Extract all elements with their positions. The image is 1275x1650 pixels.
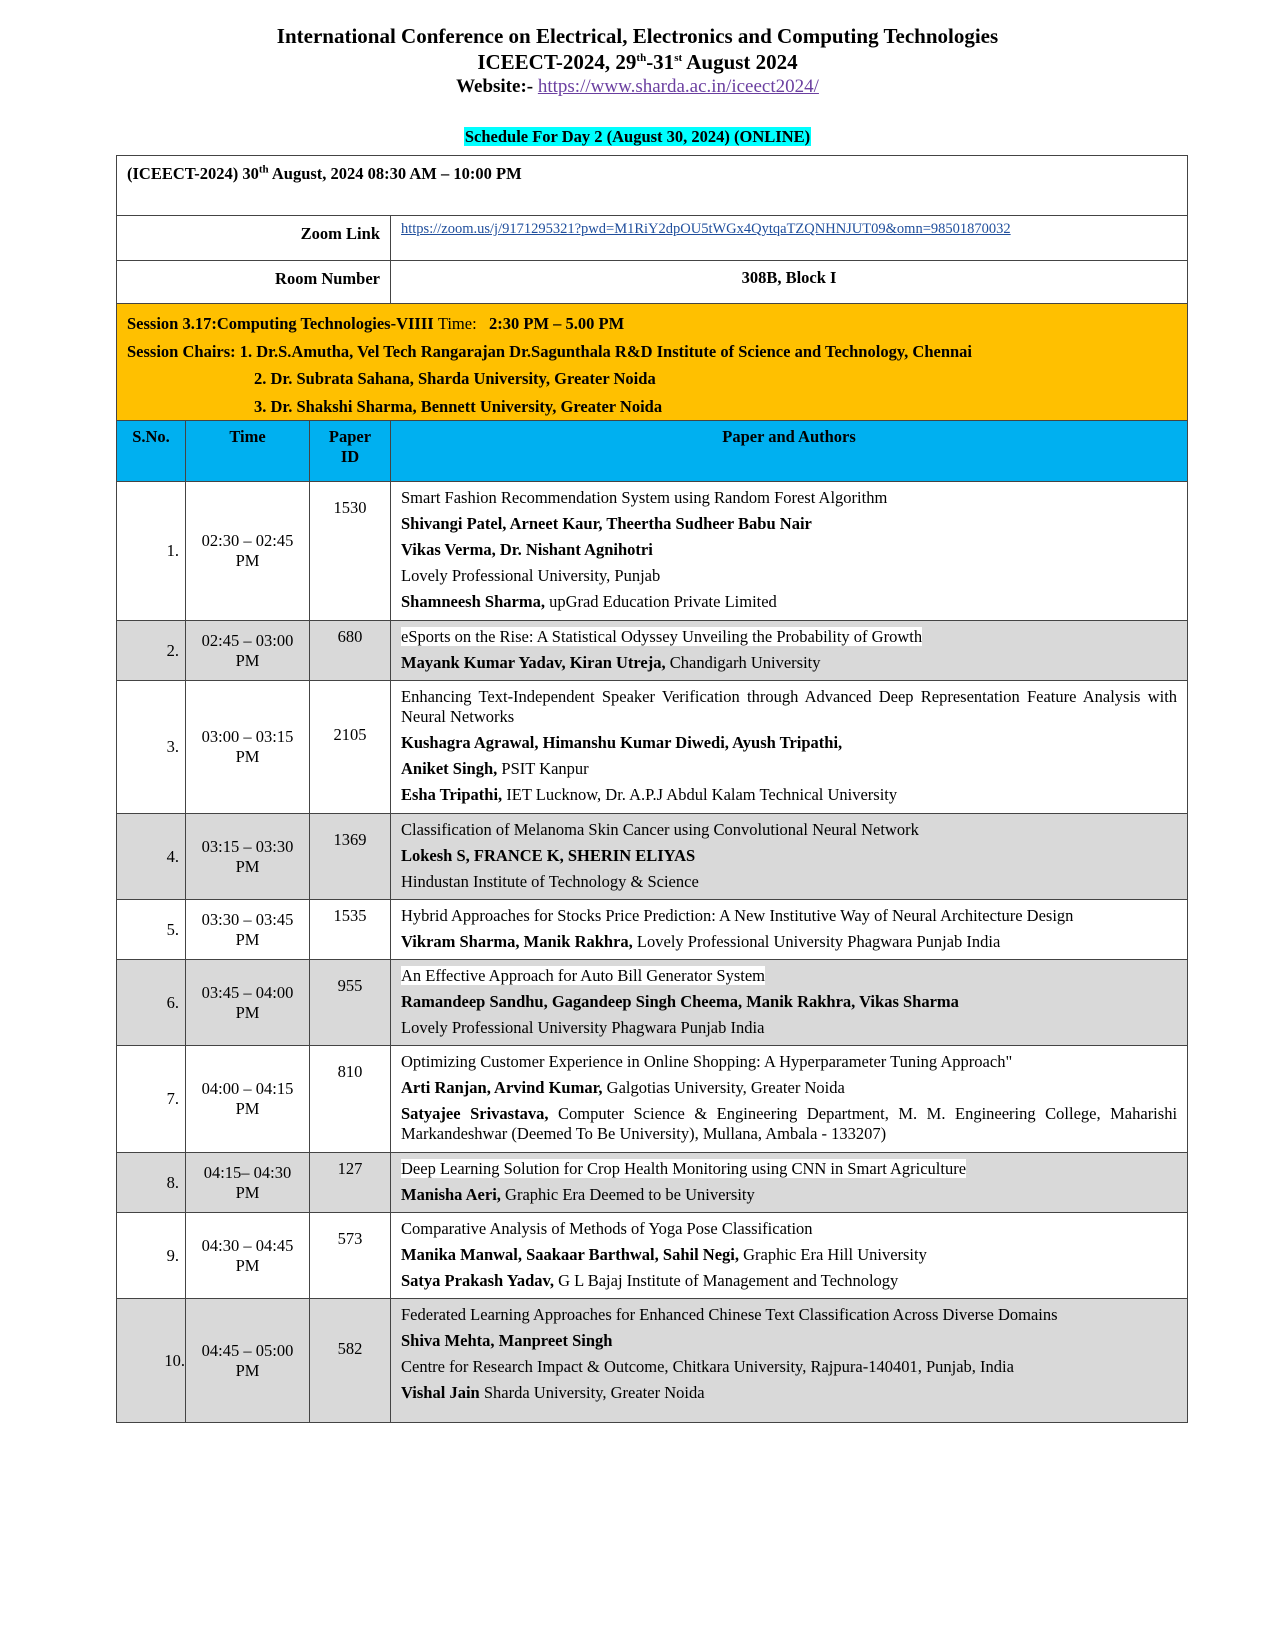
- row-paper-id: 810: [310, 1046, 391, 1153]
- row-paper-authors: [391, 1299, 1188, 1423]
- schedule-table: [116, 155, 1188, 1423]
- session-chair-1: Session Chairs: 1. Dr.S.Amutha, Vel Tech Rangarajan Dr.Sagunthala R&D Institute of Science and Technology, Chennai: [127, 341, 973, 361]
- author-line: Satyajee Srivastava, Computer Science & Engineering Department, M. M. Engineering College, Maharishi Markandeshwar (Deemed To Be University), Mullana, Ambala - 133207): [401, 1104, 1178, 1143]
- row-paper-authors: [391, 1046, 1188, 1153]
- author-line: Mayank Kumar Yadav, Kiran Utreja, Chandigarh University: [401, 653, 821, 672]
- row-paper-authors: [391, 482, 1188, 621]
- session-chair-2: 2. Dr. Subrata Sahana, Sharda University, Greater Noida: [254, 369, 656, 388]
- row-time: 04:30 – 04:45 PM: [186, 1213, 310, 1299]
- row-paper-id: 1535: [310, 900, 391, 960]
- col-paper-id: Paper ID: [310, 421, 391, 482]
- author-line: Arti Ranjan, Arvind Kumar, Galgotias University, Greater Noida: [401, 1078, 845, 1097]
- paper-title: Smart Fashion Recommendation System using Random Forest Algorithm: [401, 488, 888, 507]
- row-paper-id: 1369: [310, 814, 391, 900]
- author-line: Ramandeep Sandhu, Gagandeep Singh Cheema, Manik Rakhra, Vikas Sharma: [401, 992, 959, 1011]
- table-row: [117, 482, 1188, 621]
- paper-title: Comparative Analysis of Methods of Yoga Pose Classification: [401, 1219, 813, 1238]
- zoom-row: [117, 216, 1188, 261]
- conference-subtitle: ICEECT-2024, 29th-31st August 2024: [477, 50, 798, 74]
- row-time: 03:30 – 03:45 PM: [186, 900, 310, 960]
- session-info: Session 3.17:Computing Technologies-VIIII Time: 2:30 PM – 5.00 PM Session Chairs: 1. Dr.S.Amutha, Vel Tech Rangarajan Dr.Sagunthala R&D Institute of Science and Technology, Chennai 2. Dr. Subrata Sahana, Sharda University, Greater Noida 3. Dr. Shakshi Sharma, Bennett University, Greater Noida: [117, 304, 1188, 421]
- row-paper-authors: [391, 1213, 1188, 1299]
- row-paper-authors: [391, 960, 1188, 1046]
- author-line: Manisha Aeri, Graphic Era Deemed to be University: [401, 1185, 755, 1204]
- room-row: [117, 261, 1188, 304]
- author-line: Satya Prakash Yadav, G L Bajaj Institute of Management and Technology: [401, 1271, 899, 1290]
- author-line: Kushagra Agrawal, Himanshu Kumar Diwedi, Ayush Tripathi,: [401, 733, 843, 752]
- author-line: Centre for Research Impact & Outcome, Chitkara University, Rajpura-140401, Punjab, India: [401, 1357, 1014, 1376]
- session-chair-3: 3. Dr. Shakshi Sharma, Bennett University, Greater Noida: [254, 396, 663, 416]
- paper-title: An Effective Approach for Auto Bill Generator System: [401, 966, 765, 985]
- author-line: Shivangi Patel, Arneet Kaur, Theertha Sudheer Babu Nair: [401, 514, 812, 533]
- author-line: Esha Tripathi, IET Lucknow, Dr. A.P.J Abdul Kalam Technical University: [401, 785, 898, 804]
- table-row: [117, 960, 1188, 1046]
- paper-title: Optimizing Customer Experience in Online Shopping: A Hyperparameter Tuning Approach": [401, 1052, 1013, 1071]
- row-sno: 2.: [117, 621, 186, 681]
- row-sno: 10.: [117, 1299, 186, 1423]
- author-line: Shamneesh Sharma, upGrad Education Private Limited: [401, 592, 777, 611]
- conference-title: International Conference on Electrical, Electronics and Computing Technologies: [276, 24, 999, 48]
- col-sno: S.No.: [117, 421, 186, 482]
- row-paper-id: 680: [310, 621, 391, 681]
- author-line: Hindustan Institute of Technology & Science: [401, 872, 699, 891]
- row-paper-id: 127: [310, 1153, 391, 1213]
- zoom-cell: [391, 216, 1188, 261]
- paper-title: Deep Learning Solution for Crop Health Monitoring using CNN in Smart Agriculture: [401, 1159, 967, 1178]
- author-line: Vikas Verma, Dr. Nishant Agnihotri: [401, 540, 653, 559]
- room-label: Room Number: [117, 261, 391, 304]
- row-time: 04:15– 04:30 PM: [186, 1153, 310, 1213]
- website-line: Website:- https://www.sharda.ac.in/iceect2024/: [456, 76, 819, 97]
- paper-title: Classification of Melanoma Skin Cancer using Convolutional Neural Network: [401, 820, 919, 839]
- column-header-row: [117, 421, 1188, 482]
- author-line: Manika Manwal, Saakaar Barthwal, Sahil Negi, Graphic Era Hill University: [401, 1245, 927, 1264]
- paper-title: Federated Learning Approaches for Enhanced Chinese Text Classification Across Diverse Domains: [401, 1305, 1058, 1324]
- col-paper-authors: Paper and Authors: [391, 421, 1188, 482]
- author-line: Lokesh S, FRANCE K, SHERIN ELIYAS: [401, 846, 696, 865]
- zoom-link[interactable]: https://zoom.us/j/9171295321?pwd=M1RiY2dpOU5tWGx4QytqaTZQNHNJUT09&omn=98501870032: [401, 221, 1011, 237]
- table-row: [117, 681, 1188, 814]
- zoom-label: Zoom Link: [117, 216, 391, 261]
- table-row: [117, 900, 1188, 960]
- author-line: Vishal Jain Sharda University, Greater Noida: [401, 1383, 705, 1402]
- row-paper-authors: [391, 621, 1188, 681]
- row-time: 04:45 – 05:00 PM: [186, 1299, 310, 1423]
- row-time: 04:00 – 04:15 PM: [186, 1046, 310, 1153]
- row-sno: 4.: [117, 814, 186, 900]
- table-row: [117, 814, 1188, 900]
- table-row: [117, 1213, 1188, 1299]
- row-paper-authors: [391, 1153, 1188, 1213]
- row-paper-id: 1530: [310, 482, 391, 621]
- row-sno: 7.: [117, 1046, 186, 1153]
- row-time: 03:00 – 03:15 PM: [186, 681, 310, 814]
- row-sno: 1.: [117, 482, 186, 621]
- table-row: [117, 1299, 1188, 1423]
- author-line: Lovely Professional University, Punjab: [401, 566, 661, 585]
- room-value: 308B, Block I: [391, 261, 1188, 304]
- row-paper-authors: [391, 900, 1188, 960]
- table-row: [117, 1153, 1188, 1213]
- website-link[interactable]: https://www.sharda.ac.in/iceect2024/: [537, 76, 819, 97]
- paper-title: Hybrid Approaches for Stocks Price Prediction: A New Institutive Way of Neural Architecture Design: [401, 906, 1074, 925]
- paper-title: Enhancing Text-Independent Speaker Verification through Advanced Deep Representation Feature Analysis with Neural Networks: [401, 687, 1178, 726]
- row-time: 02:45 – 03:00 PM: [186, 621, 310, 681]
- session-row: [117, 304, 1188, 421]
- row-sno: 8.: [117, 1153, 186, 1213]
- event-date: (ICEECT-2024) 30th August, 2024 08:30 AM – 10:00 PM: [117, 156, 1188, 216]
- row-sno: 3.: [117, 681, 186, 814]
- row-sno: 6.: [117, 960, 186, 1046]
- table-row: [117, 621, 1188, 681]
- row-paper-id: 2105: [310, 681, 391, 814]
- table-row: [117, 1046, 1188, 1153]
- date-row: [117, 156, 1188, 216]
- schedule-title: Schedule For Day 2 (August 30, 2024) (ONLINE): [464, 127, 811, 146]
- author-line: Lovely Professional University Phagwara Punjab India: [401, 1018, 765, 1037]
- author-line: Shiva Mehta, Manpreet Singh: [401, 1331, 613, 1350]
- row-paper-id: 582: [310, 1299, 391, 1423]
- row-time: 03:15 – 03:30 PM: [186, 814, 310, 900]
- row-paper-id: 573: [310, 1213, 391, 1299]
- row-time: 03:45 – 04:00 PM: [186, 960, 310, 1046]
- row-paper-authors: [391, 814, 1188, 900]
- row-time: 02:30 – 02:45 PM: [186, 482, 310, 621]
- row-sno: 9.: [117, 1213, 186, 1299]
- row-sno: 5.: [117, 900, 186, 960]
- paper-title: eSports on the Rise: A Statistical Odyssey Unveiling the Probability of Growth: [401, 627, 923, 646]
- row-paper-id: 955: [310, 960, 391, 1046]
- col-time: Time: [186, 421, 310, 482]
- author-line: Vikram Sharma, Manik Rakhra, Lovely Professional University Phagwara Punjab India: [401, 932, 1001, 951]
- row-paper-authors: [391, 681, 1188, 814]
- author-line: Aniket Singh, PSIT Kanpur: [401, 759, 589, 778]
